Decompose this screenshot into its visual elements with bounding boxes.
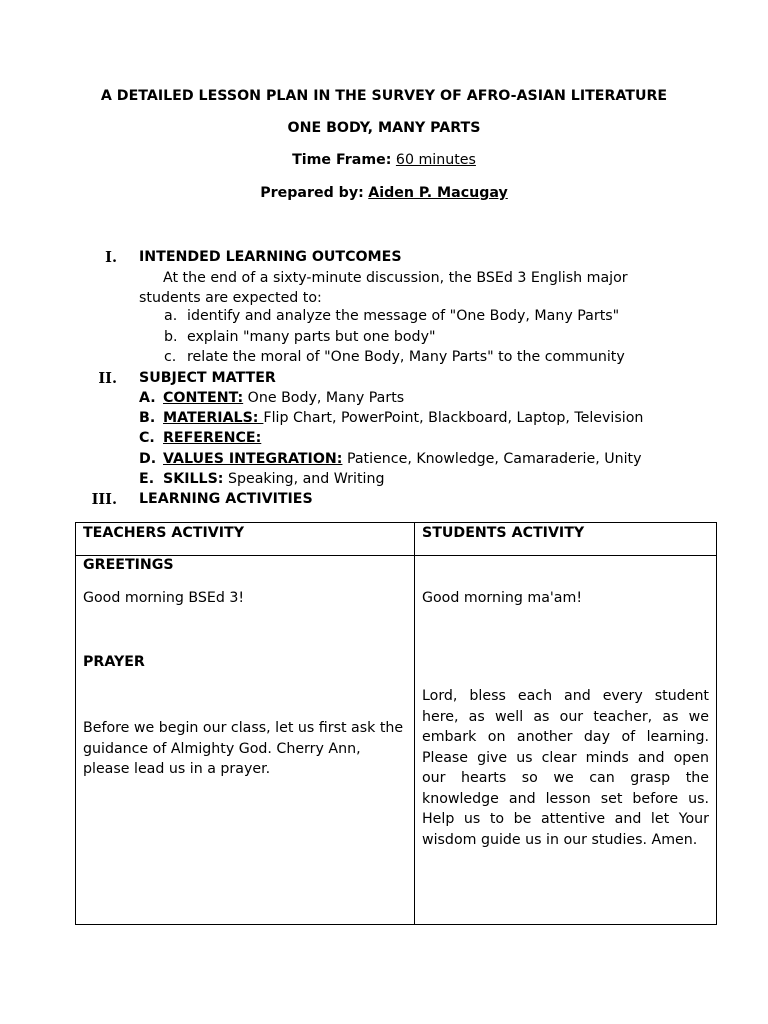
subject-skills-value: Speaking, and Writing bbox=[223, 471, 385, 487]
outcome-a-text: identify and analyze the message of "One Body, Many Parts" bbox=[187, 308, 620, 324]
teacher-header-cell bbox=[76, 523, 415, 556]
section-1-intro: At the end of a sixty-minute discussion, the BSEd 3 English major students are expected to: bbox=[139, 270, 628, 306]
time-frame-label: Time Frame: bbox=[292, 152, 392, 168]
section-3-heading: LEARNING ACTIVITIES bbox=[139, 491, 313, 507]
outcome-c-text: relate the moral of "One Body, Many Parts" to the community bbox=[187, 349, 625, 365]
document-title: A DETAILED LESSON PLAN IN THE SURVEY OF AFRO-ASIAN LITERATURE bbox=[100, 88, 668, 104]
section-1-heading: INTENDED LEARNING OUTCOMES bbox=[139, 249, 402, 265]
subject-d-marker: D. bbox=[139, 451, 157, 467]
teacher-column-header: TEACHERS ACTIVITY bbox=[83, 525, 244, 541]
prayer-students-text: Lord, bless each and every student here, as well as our teacher, as we embark on another day of learning. Please give us clear minds and open our hearts so we can grasp the knowledge and lesson set before us. Help us to be attentive and let Your wisdom guide us in our studies. Amen. bbox=[422, 688, 709, 848]
prepared-by-value: Aiden P. Macugay bbox=[368, 185, 508, 201]
prayer-teacher-text: Before we begin our class, let us first ask the guidance of Almighty God. Cherry Ann, please lead us in a prayer. bbox=[83, 720, 404, 777]
outcome-b-marker: b. bbox=[164, 329, 178, 345]
section-1-numeral: I. bbox=[105, 249, 117, 266]
subject-reference bbox=[163, 430, 261, 446]
prayer-heading: PRAYER bbox=[83, 654, 145, 670]
outcome-b-text: explain "many parts but one body" bbox=[187, 329, 436, 345]
students-activity-cell bbox=[415, 556, 717, 925]
prepared-by bbox=[0, 185, 768, 201]
teacher-activity-cell bbox=[76, 556, 415, 925]
table-header-row bbox=[76, 523, 717, 556]
greetings-teacher-text: Good morning BSEd 3! bbox=[83, 590, 245, 606]
subject-e-marker: E. bbox=[139, 471, 155, 487]
section-3-numeral: III. bbox=[91, 491, 117, 508]
subject-materials-value: Flip Chart, PowerPoint, Blackboard, Laptop, Television bbox=[263, 410, 644, 426]
subject-content bbox=[163, 390, 404, 406]
outcome-a-marker: a. bbox=[164, 308, 178, 324]
students-header-cell bbox=[415, 523, 717, 556]
subject-b-marker: B. bbox=[139, 410, 156, 426]
lesson-subtitle: ONE BODY, MANY PARTS bbox=[287, 120, 481, 136]
section-2-heading: SUBJECT MATTER bbox=[139, 370, 276, 386]
subject-values-label: VALUES INTEGRATION: bbox=[163, 451, 343, 467]
subject-reference-label: REFERENCE: bbox=[163, 430, 262, 446]
section-2-numeral: II. bbox=[98, 370, 117, 387]
outcome-c-marker: c. bbox=[164, 349, 177, 365]
time-frame bbox=[0, 152, 768, 168]
subject-materials bbox=[163, 410, 643, 426]
prepared-by-label: Prepared by: bbox=[260, 185, 364, 201]
greetings-heading: GREETINGS bbox=[83, 557, 174, 573]
subject-content-value: One Body, Many Parts bbox=[243, 390, 405, 406]
learning-activities-table bbox=[75, 522, 717, 925]
subject-skills bbox=[163, 471, 384, 487]
subject-skills-label: SKILLS: bbox=[163, 471, 224, 487]
subject-values-value: Patience, Knowledge, Camaraderie, Unity bbox=[342, 451, 642, 467]
time-frame-value: 60 minutes bbox=[395, 152, 476, 168]
subject-c-marker: C. bbox=[139, 430, 155, 446]
students-column-header: STUDENTS ACTIVITY bbox=[422, 525, 585, 541]
table-body-row bbox=[76, 556, 717, 925]
subject-a-marker: A. bbox=[139, 390, 156, 406]
subject-materials-label: MATERIALS: bbox=[163, 410, 264, 426]
subject-content-label: CONTENT: bbox=[163, 390, 244, 406]
subject-values bbox=[163, 451, 642, 467]
greetings-students-text: Good morning ma'am! bbox=[422, 590, 583, 606]
